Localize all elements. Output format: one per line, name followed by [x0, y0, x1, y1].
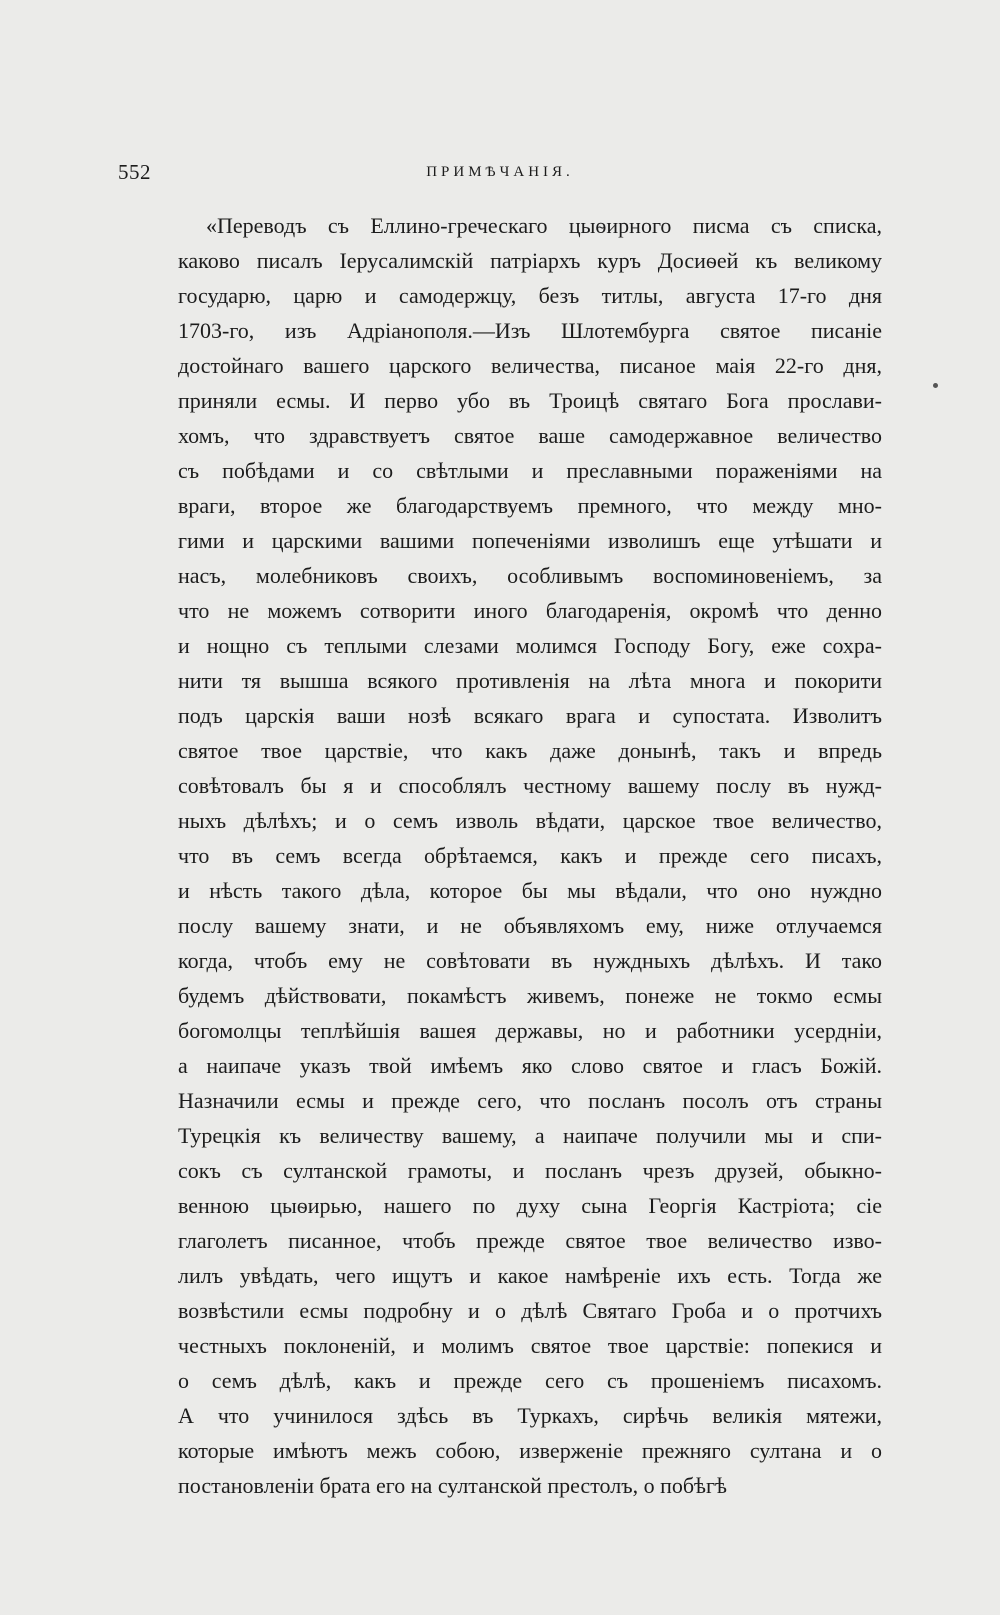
text-line: будемъ дѣйствовати, покамѣстъ живемъ, понеже не токмо есмы: [178, 983, 882, 1008]
text-line: что не можемъ сотворити иного благодаренія, окромѣ что денно: [178, 598, 882, 623]
text-line: и нѣсть такого дѣла, которое бы мы вѣдали, что оно нуждно: [178, 878, 882, 903]
text-line: приняли есмы. И перво убо въ Троицѣ святаго Бога прослави-: [178, 388, 882, 413]
text-line: которые имѣютъ межъ собою, изверженіе прежняго султана и о: [178, 1438, 882, 1463]
text-line: святое твое царствіе, что какъ даже донынѣ, такъ и впредь: [178, 738, 882, 763]
text-line: нити тя вышша всякого противленія на лѣта многа и покорити: [178, 668, 882, 693]
text-line: «Переводъ съ Еллино-греческаго цыѳирного писма съ списка,: [206, 213, 882, 238]
text-line: государю, царю и самодержцу, безъ титлы, августа 17-го дня: [178, 283, 882, 308]
text-line: А что учинилося здѣсь въ Туркахъ, сирѣчь великія мятежи,: [178, 1403, 882, 1428]
text-line: богомолцы теплѣйшія вашея державы, но и работники усердніи,: [178, 1018, 882, 1043]
text-line: хомъ, что здравствуетъ святое ваше самодержавное величество: [178, 423, 882, 448]
text-line: лилъ увѣдать, чего ищутъ и какое намѣреніе ихъ есть. Тогда же: [178, 1263, 882, 1288]
body-text: [178, 208, 882, 1503]
text-line: ныхъ дѣлѣхъ; и о семъ изволь вѣдати, царское твое величество,: [178, 808, 882, 833]
text-line: честныхъ поклоненій, и молимъ святое твое царствіе: попекися и: [178, 1333, 882, 1358]
text-line: каково писалъ Іерусалимскій патріархъ куръ Досиѳей къ великому: [178, 248, 882, 273]
text-line: насъ, молебниковъ своихъ, особливымъ воспоминовеніемъ, за: [178, 563, 882, 588]
text-line: 1703-го, изъ Адріанополя.—Изъ Шлотембурга святое писаніе: [178, 318, 882, 343]
text-line: послу вашему знати, и не объявляхомъ ему, ниже отлучаемся: [178, 913, 882, 938]
text-line: Назначили есмы и прежде сего, что посланъ посолъ отъ страны: [178, 1088, 882, 1113]
text-line: когда, чтобъ ему не совѣтовати въ нуждныхъ дѣлѣхъ. И тако: [178, 948, 882, 973]
text-line: глаголетъ писанное, чтобъ прежде святое твое величество изво-: [178, 1228, 882, 1253]
text-line: что въ семъ всегда обрѣтаемся, какъ и прежде сего писахъ,: [178, 843, 882, 868]
text-line: съ побѣдами и со свѣтлыми и преславными пораженіями на: [178, 458, 882, 483]
page-number: 552: [118, 160, 151, 184]
text-line: и нощно съ теплыми слезами молимся Господу Богу, еже сохра-: [178, 633, 882, 658]
text-line: постановленіи брата его на султанской престолъ, о побѣгѣ: [178, 1473, 727, 1498]
text-line: венною цыѳирью, нашего по духу сына Георгія Кастріота; сіе: [178, 1193, 882, 1218]
text-line: враги, второе же благодарствуемъ премного, что между мно-: [178, 493, 882, 518]
text-line: совѣтовалъ бы я и способлялъ честному вашему послу въ нужд-: [178, 773, 882, 798]
text-line: сокъ съ султанской грамоты, и посланъ чрезъ друзей, обыкно-: [178, 1158, 882, 1183]
text-line: возвѣстили есмы подробну и о дѣлѣ Святаго Гроба и о протчихъ: [178, 1298, 882, 1323]
text-line: а наипаче указъ твой имѣемъ яко слово святое и гласъ Божій.: [178, 1053, 882, 1078]
running-head: ПРИМѢЧАНІЯ.: [426, 164, 574, 180]
text-line: достойнаго вашего царского величества, писаное маія 22-го дня,: [178, 353, 882, 378]
text-line: Турецкія къ величеству вашему, а наипаче получили мы и спи-: [178, 1123, 882, 1148]
text-line: подъ царскія ваши нозѣ всякаго врага и супостата. Изволитъ: [178, 703, 882, 728]
text-line: гими и царскими вашими попеченіями изволишъ еще утѣшати и: [178, 528, 882, 553]
print-speck: [933, 383, 938, 388]
text-line: о семъ дѣлѣ, какъ и прежде сего съ прошеніемъ писахомъ.: [178, 1368, 882, 1393]
